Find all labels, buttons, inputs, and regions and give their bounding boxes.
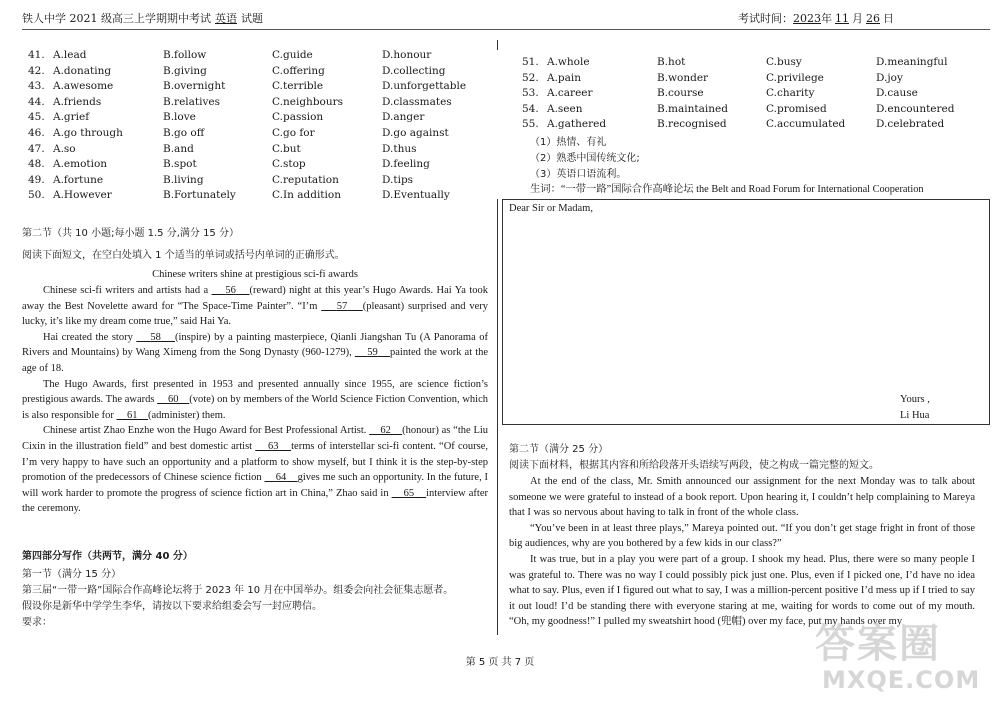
option-b[interactable]: B.recognised: [657, 118, 727, 131]
header-rule: [22, 29, 990, 30]
question-number: 54.: [522, 102, 539, 115]
option-c[interactable]: C.busy: [766, 56, 802, 68]
exam-suffix: 试题: [241, 12, 263, 25]
option-c[interactable]: C.neighbours: [272, 95, 344, 108]
option-b[interactable]: B.maintained: [657, 102, 728, 115]
question-number: 48.: [28, 158, 45, 171]
date-label: 考试时间：: [738, 12, 793, 25]
option-d[interactable]: D.collecting: [382, 64, 446, 77]
requirement-2: （2）熟悉中国传统文化;: [530, 153, 640, 164]
exam-year: 2023: [793, 12, 821, 25]
section2b-heading: 第二节（满分 25 分）: [509, 444, 609, 455]
continuation-paragraph: At the end of the class, Mr. Smith announced our assignment for the next Monday was to talk about someone we were grateful to instead of a book report. Upon hearing it, I couldn’t help complaining to Mareya that I was so nervous about having to talk in front of the whole class.: [509, 476, 975, 519]
part4-line2: 假设你是新华中学学生李华，请按以下要求给组委会写一封应聘信。: [22, 601, 322, 612]
option-c[interactable]: C.In addition: [272, 189, 341, 202]
column-divider-lower: [497, 199, 498, 635]
question-number: 50.: [28, 189, 45, 202]
school-exam-name: 铁人中学 2021 级高三上学期期中考试: [22, 12, 211, 25]
option-c[interactable]: C.stop: [272, 158, 306, 171]
exam-day: 26: [866, 12, 880, 25]
letter-answer-box[interactable]: [502, 199, 990, 425]
option-d[interactable]: D.go against: [382, 127, 449, 139]
option-c[interactable]: C.charity: [766, 87, 815, 100]
section2b-instruction: 阅读下面材料，根据其内容和所给段落开头语续写两段，使之构成一篇完整的短文。: [509, 460, 879, 471]
watermark-site: MXQE.COM: [822, 666, 981, 694]
column-divider: [497, 40, 498, 50]
question-number: 55.: [522, 118, 539, 131]
option-c[interactable]: C.accumulated: [766, 118, 846, 131]
passage-paragraph: Chinese sci-fi writers and artists had a 56 (reward) night at this year’s Hugo Awards. Hai Ya took away the Best Novelette award for “The Space-Time Painter”. “I’m 57 (pleasant) surprised and very lucky, it’s like my dream come true,” said Hai Ya.: [22, 285, 489, 328]
option-b[interactable]: B.Fortunately: [163, 189, 236, 202]
blank-58[interactable]: 58: [150, 331, 161, 343]
requirement-1: （1）热情、有礼: [530, 137, 607, 148]
question-number: 52.: [522, 71, 539, 84]
option-a[interactable]: A.grief: [53, 111, 90, 124]
exam-month: 11: [835, 12, 849, 25]
option-d[interactable]: D.honour: [382, 49, 432, 61]
letter-salutation: Dear Sir or Madam,: [509, 203, 593, 214]
option-b[interactable]: B.relatives: [163, 95, 221, 108]
option-c[interactable]: C.privilege: [766, 71, 824, 84]
exam-header-left: [22, 10, 263, 26]
option-d[interactable]: D.thus: [382, 142, 417, 155]
blank-64[interactable]: 64: [275, 472, 287, 484]
question-number: 46.: [28, 127, 45, 139]
blank-61[interactable]: 61: [127, 409, 138, 421]
option-b[interactable]: B.spot: [163, 158, 197, 171]
requirement-3: （3）英语口语流利。: [530, 169, 627, 180]
option-d[interactable]: D.feeling: [382, 158, 430, 171]
option-b[interactable]: B.overnight: [163, 80, 226, 93]
option-b[interactable]: B.and: [163, 142, 194, 155]
option-a[interactable]: A.pain: [547, 71, 582, 84]
question-number: 49.: [28, 173, 45, 186]
option-a[interactable]: A.so: [53, 142, 76, 155]
option-c[interactable]: C.reputation: [272, 173, 339, 186]
part4-heading: 第四部分写作（共两节，满分 40 分）: [22, 551, 193, 562]
exam-date: [738, 10, 894, 26]
option-a[interactable]: A.career: [547, 87, 593, 100]
option-b[interactable]: B.follow: [163, 49, 207, 61]
option-d[interactable]: D.meaningful: [876, 56, 948, 68]
option-a[interactable]: A.gathered: [547, 118, 607, 131]
grammar-passage: [22, 283, 488, 517]
part4-line1: 第三届“一带一路”国际合作高峰论坛将于 2023 年 10 月在中国举办。组委会向社会征集志愿者。: [22, 585, 454, 596]
option-a[interactable]: A.donating: [53, 64, 112, 77]
option-b[interactable]: B.go off: [163, 127, 205, 139]
option-a[interactable]: A.go through: [53, 127, 123, 139]
option-a[interactable]: A.friends: [53, 95, 102, 108]
blank-60[interactable]: 60: [167, 394, 179, 406]
option-a[interactable]: A.fortune: [53, 173, 104, 186]
blank-56[interactable]: 56: [225, 285, 236, 296]
option-c[interactable]: C.but: [272, 142, 301, 155]
option-a[interactable]: A.whole: [547, 56, 590, 68]
year-unit: 年: [821, 12, 832, 25]
part4-requirements-label: 要求：: [22, 617, 52, 628]
page-footer: 第 5 页 共 7 页: [465, 657, 535, 668]
option-c[interactable]: C.promised: [766, 102, 827, 115]
passage-paragraph: The Hugo Awards, first presented in 1953 and presented annually since 1955, are science fiction’s prestigious awards. The awards 60 (vote) on by members of the World Science Fiction Convention, which is also responsible for 61 (administer) them.: [22, 378, 488, 421]
option-a[interactable]: A.emotion: [53, 158, 108, 171]
option-d[interactable]: D.tips: [382, 173, 414, 186]
blank-65[interactable]: 65: [403, 487, 415, 499]
passage-paragraph: Hai created the story 58 (inspire) by a painting masterpiece, Qianli Jiangshan Tu (A Panorama of Rivers and Mountains) by Wang Ximeng from the Song Dynasty (960-1279), 59 painted the work at the age of 18.: [22, 331, 489, 374]
option-b[interactable]: B.giving: [163, 64, 207, 77]
option-b[interactable]: B.love: [163, 111, 196, 124]
question-number: 41.: [28, 49, 45, 61]
part4-sub1: 第一节（满分 15 分）: [22, 569, 122, 580]
watermark-logo: 答案圈: [815, 621, 941, 667]
option-a[interactable]: A.seen: [547, 102, 583, 115]
question-number: 47.: [28, 142, 45, 155]
option-d[interactable]: D.celebrated: [876, 118, 945, 131]
blank-59[interactable]: 59: [367, 347, 378, 359]
option-d[interactable]: D.anger: [382, 111, 425, 124]
option-d[interactable]: D.classmates: [382, 95, 452, 108]
question-number: 45.: [28, 111, 45, 124]
option-c[interactable]: C.guide: [272, 49, 313, 61]
month-unit: 月: [852, 12, 863, 25]
continuation-paragraph: “You’ve been in at least three plays,” Mareya pointed out. “If you don’t get stage fright in front of those big audiences, why are you bothered by a few kids in our class?”: [509, 522, 975, 550]
option-b[interactable]: B.course: [657, 87, 704, 100]
section2-instruction: 阅读下面短文，在空白处填入 1 个适当的单词或括号内单词的正确形式。: [22, 250, 345, 261]
section2-heading: 第二节（共 10 小题;每小题 1.5 分,满分 15 分）: [22, 228, 239, 239]
letter-closing: Yours ,: [900, 394, 930, 405]
option-c[interactable]: C.offering: [272, 64, 325, 77]
blank-62[interactable]: 62: [380, 425, 391, 437]
option-c[interactable]: C.go for: [272, 127, 315, 139]
option-d[interactable]: D.joy: [876, 71, 903, 84]
passage-title: Chinese writers shine at prestigious sci-fi awards: [152, 269, 358, 280]
subject-name: 英语: [215, 12, 237, 25]
option-a[interactable]: A.awesome: [53, 80, 114, 93]
question-number: 43.: [28, 80, 45, 93]
blank-63[interactable]: 63: [267, 440, 279, 452]
option-d[interactable]: D.unforgettable: [382, 80, 467, 93]
question-number: 42.: [28, 64, 45, 77]
option-d[interactable]: D.cause: [876, 87, 918, 100]
passage-paragraph: Chinese artist Zhao Enzhe won the Hugo Award for Best Professional Artist. 62 (honour) as “the Liu Cixin in the illustration field” and best domestic artist 63 terms of interstellar sci-fi content. “Of course, I’m very happy to have such an opportunity and a platform to show myself, but I think it is the step-by-step promotion of the predecessors of Chinese science fiction 64 gives me such an opportunity. In the future, I will work harder to promote the progress of science fiction art in China,” Zhao said in 65 interview after the ceremony.: [22, 425, 489, 515]
day-unit: 日: [883, 12, 894, 25]
question-number: 53.: [522, 87, 539, 100]
question-number: 51.: [522, 56, 539, 68]
option-a[interactable]: A.lead: [53, 49, 87, 61]
continuation-paragraph: It was true, but in a play you were part of a group. I shook my head. Plus, there were so many people I was grateful to. There was no way I could possibly pick just one. Plus, even if I picked one, I’d have no idea what to say. Plus, even if I figured out what to say, I was a million-percent positive I’d mess up if I tried to say it out loud! I’d be standing there with everyone staring at me, waiting for words to come out of my mouth. “Oh, my goodness!” I pulled my sweatshirt hood (兜帽) over my face, put my hands over my: [509, 553, 975, 628]
option-b[interactable]: B.living: [163, 173, 204, 186]
option-d[interactable]: D.Eventually: [382, 189, 450, 202]
letter-signature: Li Hua: [900, 410, 930, 421]
option-b[interactable]: B.wonder: [657, 71, 709, 84]
question-number: 44.: [28, 95, 45, 108]
option-d[interactable]: D.encountered: [876, 102, 955, 115]
vocabulary-note: 生词：“一带一路”国际合作高峰论坛 the Belt and Road Forum for International Cooperation: [530, 184, 924, 195]
option-b[interactable]: B.hot: [657, 56, 686, 68]
option-c[interactable]: C.terrible: [272, 80, 324, 93]
blank-57[interactable]: 57: [336, 300, 348, 312]
option-a[interactable]: A.However: [53, 189, 112, 202]
option-c[interactable]: C.passion: [272, 111, 324, 124]
